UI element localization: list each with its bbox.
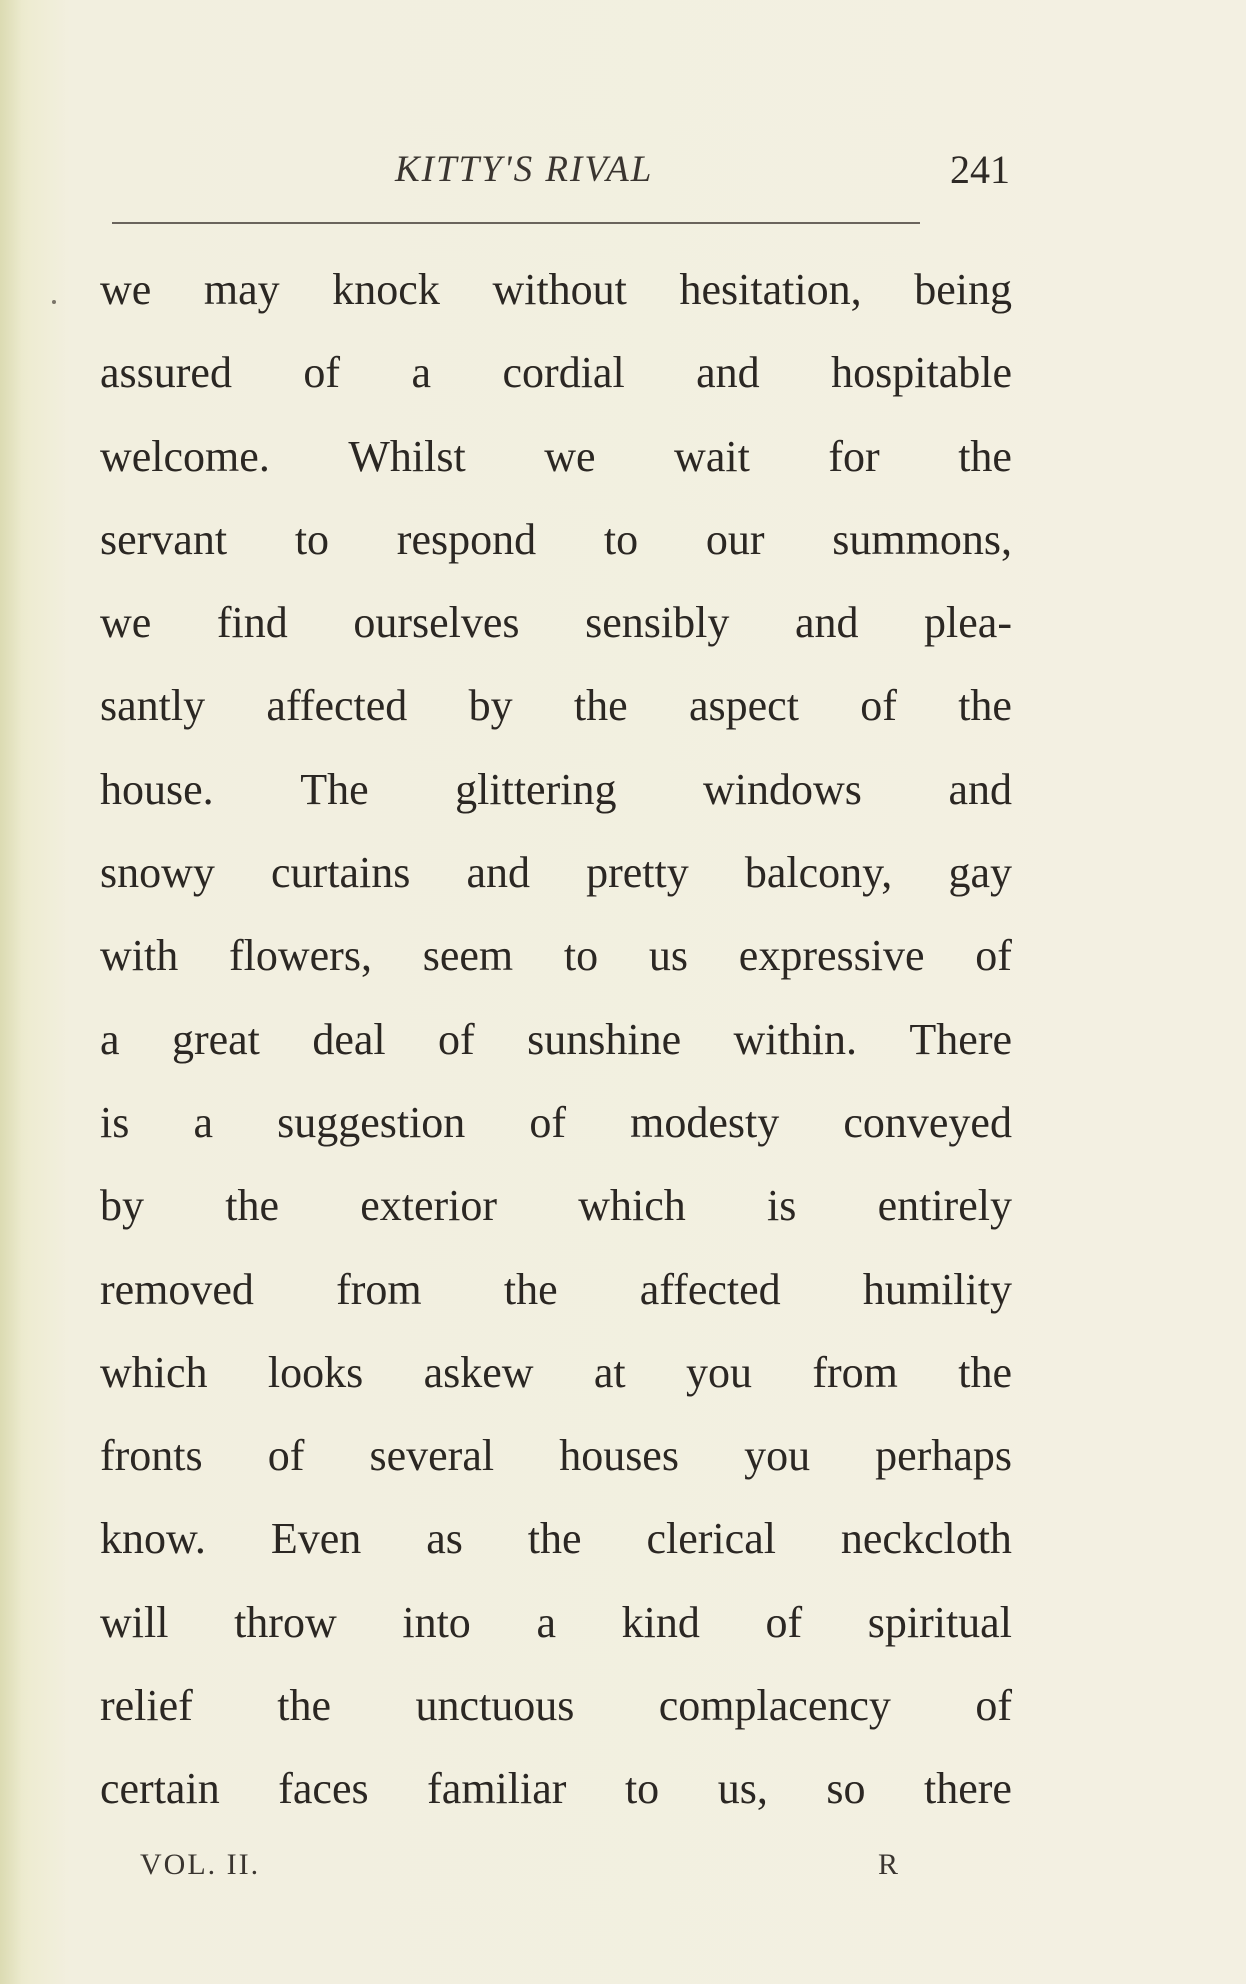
- word: There: [909, 1014, 1012, 1064]
- word: glittering: [455, 764, 617, 814]
- text-line: [100, 252, 1012, 335]
- word: neckcloth: [840, 1514, 1012, 1564]
- text-line: [100, 1002, 1012, 1085]
- signature-mark: R: [877, 1848, 900, 1881]
- text-line: [100, 1335, 1012, 1418]
- word: unctuous: [415, 1681, 575, 1731]
- word: clerical: [646, 1514, 776, 1564]
- text-line: [100, 1668, 1012, 1751]
- word: a: [193, 1097, 213, 1147]
- word: and: [794, 598, 859, 648]
- word: by: [468, 681, 513, 731]
- word: flowers,: [229, 931, 372, 981]
- word: us,: [717, 1764, 768, 1814]
- word: affected: [266, 681, 408, 731]
- word: seem: [422, 931, 514, 981]
- word: fronts: [100, 1431, 203, 1481]
- word: throw: [234, 1597, 337, 1647]
- word: sensibly: [585, 598, 730, 648]
- word: summons,: [832, 514, 1012, 564]
- word: which: [578, 1181, 686, 1231]
- word: with: [100, 931, 179, 981]
- word: of: [860, 681, 897, 731]
- word: aspect: [688, 681, 799, 731]
- word: removed: [100, 1264, 254, 1314]
- word: the: [503, 1264, 558, 1314]
- word: which: [100, 1347, 208, 1397]
- word: you: [686, 1347, 752, 1397]
- word: Even: [270, 1514, 362, 1564]
- word: relief: [100, 1681, 193, 1731]
- word: may: [203, 265, 280, 314]
- word: sunshine: [527, 1014, 682, 1064]
- word: so: [826, 1764, 866, 1814]
- word: from: [812, 1347, 898, 1397]
- word: houses: [559, 1431, 679, 1481]
- word: know.: [100, 1514, 206, 1564]
- word: cordial: [502, 348, 625, 398]
- margin-speck: [52, 300, 56, 304]
- word: our: [705, 514, 765, 564]
- text-line: [100, 1751, 1012, 1834]
- text-line: [100, 752, 1012, 835]
- text-line: [100, 835, 1012, 918]
- word: within.: [733, 1014, 857, 1064]
- word: of: [975, 1681, 1012, 1731]
- word: is: [766, 1181, 797, 1231]
- word: and: [948, 764, 1012, 814]
- word: several: [369, 1431, 495, 1481]
- word: as: [426, 1514, 463, 1564]
- word: hospitable: [831, 348, 1012, 398]
- word: you: [744, 1431, 811, 1481]
- word: entirely: [877, 1181, 1012, 1231]
- word: to: [624, 1764, 660, 1814]
- word: us: [648, 931, 689, 981]
- word: expressive: [738, 931, 925, 981]
- text-line: [100, 1501, 1012, 1584]
- word: to: [603, 514, 639, 564]
- word: kind: [621, 1597, 700, 1647]
- word: the: [277, 1681, 332, 1731]
- word: from: [336, 1264, 422, 1314]
- text-line: [100, 668, 1012, 751]
- word: wait: [674, 431, 750, 481]
- page-edge-shading: [0, 0, 22, 1984]
- word: for: [828, 431, 880, 481]
- word: pretty: [586, 848, 689, 898]
- word: Whilst: [348, 431, 466, 481]
- word: servant: [100, 514, 228, 564]
- text-line: [100, 1168, 1012, 1251]
- word: we: [100, 598, 152, 648]
- word: and: [466, 848, 530, 898]
- word: santly: [100, 681, 206, 731]
- word: balcony,: [744, 848, 893, 898]
- word: to: [563, 931, 599, 981]
- word: of: [303, 348, 341, 398]
- word: the: [958, 681, 1012, 731]
- word: faces: [278, 1764, 369, 1814]
- word: there: [924, 1764, 1012, 1814]
- word: the: [225, 1181, 279, 1231]
- word: we: [544, 431, 596, 481]
- word: house.: [100, 764, 214, 814]
- text-line: [100, 918, 1012, 1001]
- word: to: [294, 514, 330, 564]
- word: great: [171, 1014, 260, 1064]
- word: a: [536, 1597, 556, 1647]
- word: find: [216, 598, 288, 648]
- word: conveyed: [843, 1097, 1012, 1147]
- word: being: [914, 265, 1012, 314]
- word: of: [765, 1597, 803, 1647]
- word: ourselves: [353, 598, 520, 648]
- word: the: [527, 1514, 582, 1564]
- page-number: 241: [950, 147, 1010, 192]
- word: welcome.: [100, 431, 270, 481]
- text-line: [100, 419, 1012, 502]
- word: we: [100, 265, 152, 314]
- word: curtains: [271, 848, 411, 898]
- word: askew: [423, 1347, 534, 1397]
- word: and: [696, 348, 760, 398]
- word: complacency: [658, 1681, 891, 1731]
- word: familiar: [427, 1764, 567, 1814]
- word: looks: [267, 1347, 364, 1397]
- text-line: [100, 335, 1012, 418]
- word: modesty: [630, 1097, 780, 1147]
- running-head: [100, 140, 1020, 200]
- word: the: [958, 431, 1012, 481]
- word: gay: [948, 848, 1012, 898]
- text-line: [100, 1252, 1012, 1335]
- word: at: [593, 1347, 626, 1397]
- word: the: [958, 1347, 1012, 1397]
- body-text: [100, 252, 1012, 1835]
- word: without: [492, 265, 627, 314]
- word: will: [100, 1597, 169, 1647]
- word: suggestion: [277, 1097, 466, 1147]
- word: into: [402, 1597, 471, 1647]
- word: of: [438, 1014, 475, 1064]
- footer: [140, 1848, 900, 1888]
- header-rule: [112, 222, 920, 224]
- volume-label: VOL. II.: [140, 1848, 261, 1881]
- word: deal: [312, 1014, 386, 1064]
- word: by: [100, 1181, 144, 1231]
- text-line: [100, 1418, 1012, 1501]
- text-line: [100, 502, 1012, 585]
- word: of: [975, 931, 1012, 981]
- word: of: [529, 1097, 567, 1147]
- word: assured: [100, 348, 232, 398]
- word: humility: [862, 1264, 1012, 1314]
- word: the: [573, 681, 628, 731]
- word: snowy: [100, 848, 215, 898]
- word: perhaps: [875, 1431, 1012, 1481]
- word: The: [300, 764, 369, 814]
- word: windows: [703, 764, 862, 814]
- word: spiritual: [867, 1597, 1012, 1647]
- word: certain: [100, 1764, 220, 1814]
- word: a: [100, 1014, 120, 1064]
- word: exterior: [360, 1181, 498, 1231]
- word: knock: [332, 265, 440, 314]
- word: of: [267, 1431, 305, 1481]
- word: plea-: [924, 598, 1012, 648]
- running-title: KITTY'S RIVAL: [395, 149, 654, 190]
- word: respond: [396, 514, 537, 564]
- text-line: [100, 585, 1012, 668]
- text-line: [100, 1585, 1012, 1668]
- text-line: [100, 1085, 1012, 1168]
- word: a: [411, 348, 432, 398]
- word: hesitation,: [679, 265, 862, 314]
- word: affected: [639, 1264, 781, 1314]
- word: is: [100, 1097, 130, 1147]
